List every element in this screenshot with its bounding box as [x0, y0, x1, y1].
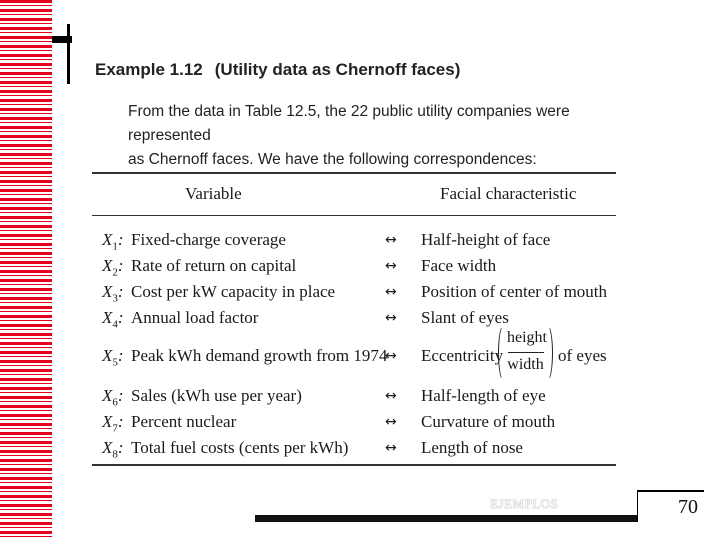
variable-symbol: $X_6$: — [102, 386, 124, 409]
variable-description: Percent nuclear — [131, 412, 237, 431]
correspondence-arrow: ↔ — [385, 310, 397, 326]
variable-description: Cost per kW capacity in place — [131, 282, 336, 301]
facial-characteristic: Half-length of eye — [421, 386, 546, 405]
table-top-rule — [92, 172, 616, 174]
example-subtitle: (Utility data as Chernoff faces) — [214, 60, 461, 79]
variable-symbol: $X_3$: — [102, 282, 124, 305]
corner-mark-vertical — [67, 24, 70, 84]
correspondence-arrow: ↔ — [385, 232, 397, 248]
fraction-denominator: width — [507, 356, 544, 373]
correspondence-arrow: ↔ — [385, 414, 397, 430]
variable-symbol: $X_5$: — [102, 346, 124, 369]
variable-symbol: $X_2$: — [102, 256, 124, 279]
correspondence-arrow: ↔ — [385, 388, 397, 404]
example-title — [95, 60, 460, 80]
intro-paragraph — [128, 100, 628, 172]
variable-description: Annual load factor — [131, 308, 259, 327]
footer-bar — [255, 515, 703, 522]
fraction-bar — [508, 352, 544, 353]
footer-label: EJEMPLOS — [490, 496, 559, 511]
page-number-box — [637, 490, 704, 522]
facial-characteristic: Position of center of mouth — [421, 282, 608, 301]
variable-description: Sales (kWh use per year) — [131, 386, 302, 405]
intro-line: as Chernoff faces. We have the following correspondences: — [128, 151, 537, 168]
column-header-variable: Variable — [185, 184, 242, 203]
variable-description: Total fuel costs (cents per kWh) — [131, 438, 349, 457]
correspondence-arrow: ↔ — [385, 348, 397, 364]
variable-symbol: $X_7$: — [102, 412, 124, 435]
intro-line: From the data in Table 12.5, the 22 public utility companies were represented — [128, 103, 570, 144]
facial-characteristic: Eccentricity — [421, 346, 504, 365]
variable-description: Fixed-charge coverage — [131, 230, 286, 249]
correspondence-arrow: ↔ — [385, 440, 397, 456]
facial-characteristic: Length of nose — [421, 438, 523, 457]
variable-description: Rate of return on capital — [131, 256, 297, 275]
column-header-facial: Facial characteristic — [440, 184, 577, 203]
variable-description: Peak kWh demand growth from 1974 — [131, 346, 388, 365]
example-number: Example 1.12 — [95, 60, 203, 79]
variable-symbol: $X_4$: — [102, 308, 124, 331]
facial-characteristic: Curvature of mouth — [421, 412, 556, 431]
table-bottom-rule — [92, 464, 616, 466]
fraction-numerator: height — [507, 329, 547, 346]
facial-characteristic: Slant of eyes — [421, 308, 509, 327]
facial-characteristic: Half-height of face — [421, 230, 551, 249]
variable-symbol: $X_1$: — [102, 230, 124, 253]
page-number: 70 — [678, 496, 698, 518]
table-header-rule — [92, 215, 616, 216]
decorative-barcode-stripe — [0, 0, 52, 540]
right-parenthesis — [542, 325, 553, 381]
height-width-fraction — [498, 325, 553, 381]
correspondence-arrow: ↔ — [385, 284, 397, 300]
facial-characteristic-suffix: of eyes — [558, 346, 607, 365]
facial-characteristic: Face width — [421, 256, 497, 275]
correspondence-arrow: ↔ — [385, 258, 397, 274]
variable-symbol: $X_8$: — [102, 438, 124, 461]
